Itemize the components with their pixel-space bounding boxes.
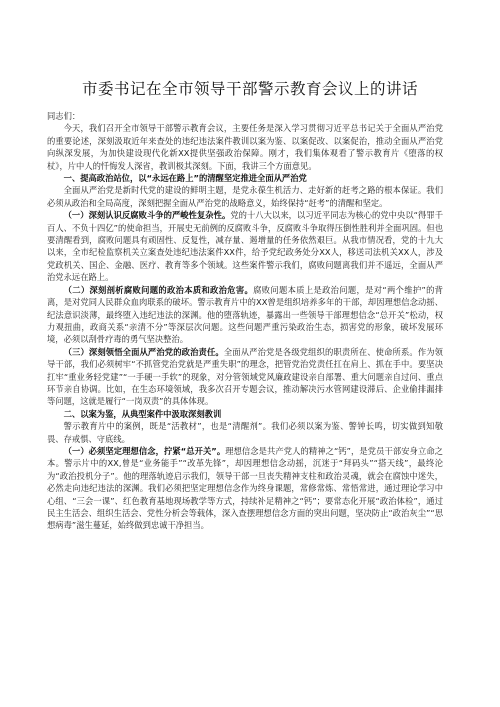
document-title: 市委书记在全市领导干部警示教育会议上的讲话: [81, 80, 418, 98]
section-1-point-2-heading: （二）深刻剖析腐败问题的政治本质和政治危害。: [63, 284, 254, 295]
intro-paragraph: 今天，我们召开全市领导干部警示教育会议，主要任务是深入学习贯彻习近平总书记关于全面从严治党的重要论述，深刻汲取近年来查处的违纪违法案件教训以案为鉴、以案促改、以案促治，推动全面从严治党向纵深发展，为加快建设现代化新XX提供坚强政治保障。刚才，我们集体观看了警示教育片《堕落的权杖》，片中人的忏悔发人深省，教训极其深刻。下面，我讲三个方面意见。: [47, 123, 443, 171]
section-1-point-1-body: 党的十八大以来，以习近平同志为核心的党中央以“得罪千百人、不负十四亿”的使命担当，开展史无前例的反腐败斗争，反腐败斗争取得压倒性胜利并全面巩固。但也要清醒看到，腐败问题具有顽固性、反复性，减存量、遏增量的任务依然艰巨。从我市情况看，党的十九大以来，全市纪检监察机关立案查处违纪违法案件XX件，给予党纪政务处分XX人，移送司法机关XX人，涉及党政机关、国企、金融、医疗、教育等多个领域。这些案件警示我们，腐败问题离我们并不遥远，全面从严治党永远在路上。: [47, 210, 443, 283]
section-1-point-3-body: 全面从严治党是各级党组织的职责所在、使命所系。作为领导干部，我们必须树牢“不抓管党治党就是严重失职”的理念，把管党治党责任扛在肩上、抓在手中。要坚决扛牢“重业务轻党建”“一手硬一手软”的现象，对分管领域党风廉政建设亲自部署、重大问题亲自过问、重点环节亲自协调。比如，在生态环境领域，我多次召开专题会议，推动解决污水管网建设滞后、企业偷排漏排等问题，这就是履行“一岗双责”的具体体现。: [47, 346, 443, 407]
section-1-point-1: [47, 209, 443, 283]
section-2-intro: 警示教育片中的案例，既是“活教材”，也是“清醒剂”。我们必须以案为鉴、警钟长鸣，切实做到知敬畏、存戒惧、守底线。: [47, 421, 443, 444]
section-1-point-3: [47, 346, 443, 408]
section-1-point-3-heading: （三）深刻领悟全面从严治党的政治责任。: [63, 346, 224, 357]
section-2-heading: 二、以案为鉴，从典型案件中汲取深刻教训: [63, 408, 222, 419]
salutation: 同志们：: [47, 111, 81, 121]
section-1-point-2: [47, 284, 443, 346]
document-body: [47, 110, 443, 532]
section-2-point-1: [47, 445, 443, 532]
section-1-point-2-body: 腐败问题本质上是政治问题，是对“两个维护”的背离，是对党同人民群众血肉联系的破坏。警示教育片中的XX曾是组织培养多年的干部，却因理想信念动摇、纪法意识淡薄，最终堕入违纪违法的深渊。他的堕落轨迹，暴露出一些领导干部理想信念“总开关”松动，权力观扭曲，政商关系“亲清不分”等深层次问题。这些问题严重污染政治生态，损害党的形象，破坏发展环境，必须以刮骨疗毒的勇气坚决整治。: [47, 284, 443, 345]
section-2-point-1-body: 理想信念是共产党人的精神之“钙”，是党员干部安身立命之本。警示片中的XX,曾是“业务能手”“改革先锋”，却因理想信念动摇，沉迷于“拜码头”“搭天线”，最终沦为“政治投机分子”。他的理落轨迹启示我们，领导干部一旦丧失精神支柱和政治灵魂，就会在腐蚀中迷失，必然走向违纪违法的深渊。我们必须把坚定理想信念作为终身课题，常修常炼、常悟常进，通过理论学习中心组、“三会一课”、红色教育基地现场教学等方式，持续补足精神之“钙”；要常态化开展“政治体检”，通过民主生活会、组织生活会、党性分析会等载体，深入查摆理想信念方面的突出问题，坚决防止“政治灰尘”“思想病毒”滋生蔓延，始终做到忠诚干净担当。: [47, 445, 443, 531]
section-1-intro: 全面从严治党是新时代党的建设的鲜明主题，是党永葆生机活力、走好新的赶考之路的根本保证。我们必须从政治和全局高度，深刻把握全面从严治党的战略意义，始终保持“赶考”的清醒和坚定。: [47, 185, 443, 208]
section-2-point-1-heading: （一）必须坚定理想信念，拧紧“总开关”。: [63, 445, 226, 456]
section-1-point-1-heading: （一）深刻认识反腐败斗争的严峻性复杂性。: [63, 210, 231, 221]
section-1-heading: 一、提高政治站位，以“永远在路上”的清醒坚定推进全面从严治党: [63, 173, 307, 184]
